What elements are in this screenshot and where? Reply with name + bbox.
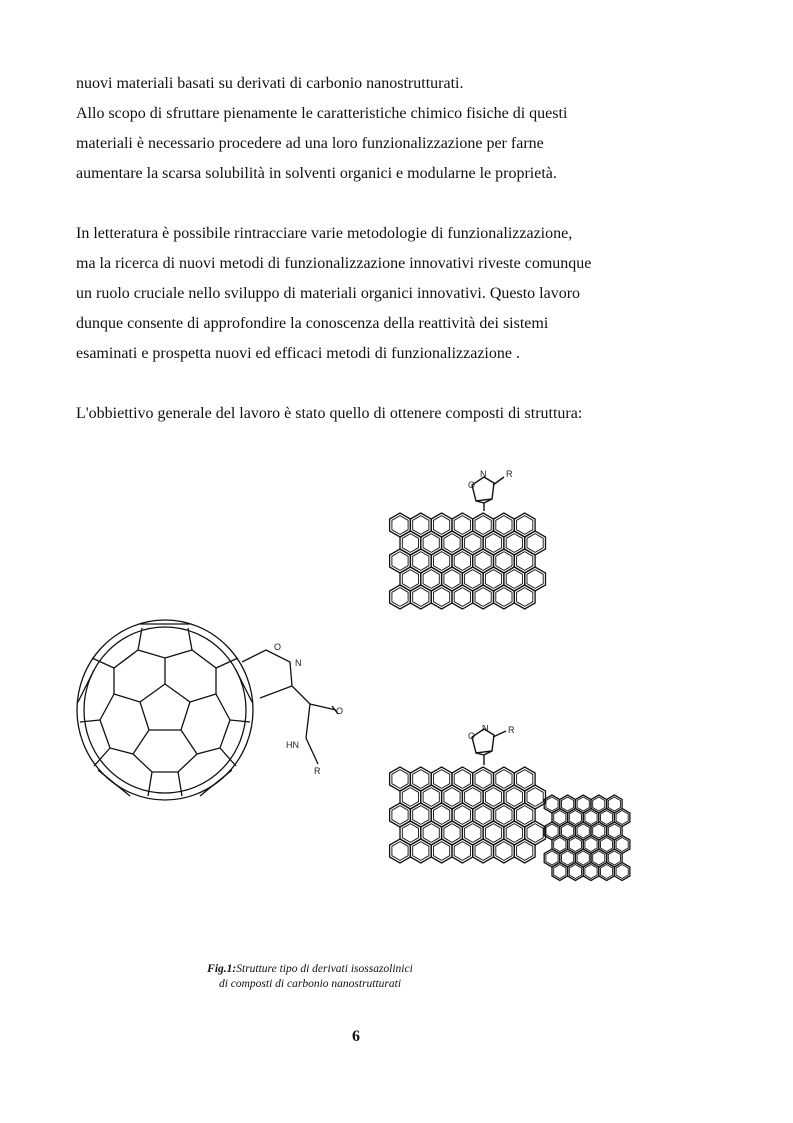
hexagon-ring xyxy=(431,839,452,863)
hexagon-ring xyxy=(527,788,543,807)
atom-label-o-bottom: O xyxy=(468,731,476,741)
hexagon-ring xyxy=(496,770,512,789)
hexagon-ring xyxy=(517,842,533,861)
hexagon-ring xyxy=(569,838,581,852)
hexagon-ring xyxy=(413,588,429,607)
hexagon-ring xyxy=(546,824,558,838)
hexagon-ring xyxy=(608,851,620,865)
hexagon-ring xyxy=(577,851,589,865)
hexagon-ring xyxy=(434,516,450,535)
hex-lattice-bottom xyxy=(390,767,546,863)
hexagon-ring xyxy=(506,570,522,589)
hex-lattice-top xyxy=(390,513,546,609)
caption-line-1: Strutture tipo di derivati isossazolinici xyxy=(236,963,413,975)
hexagon-ring xyxy=(452,839,473,863)
hexagon-ring xyxy=(554,811,566,825)
hexagon-ring xyxy=(475,806,491,825)
hexagon-ring xyxy=(496,516,512,535)
atom-label-r: R xyxy=(506,469,513,479)
fullerene-structure xyxy=(70,610,360,810)
hexagon-ring xyxy=(402,534,418,553)
hexagon-ring xyxy=(402,824,418,843)
hexagon-ring xyxy=(601,865,613,879)
hexagon-ring xyxy=(568,863,584,881)
hexagon-ring xyxy=(465,788,481,807)
hexagon-ring xyxy=(496,806,512,825)
hexagon-ring xyxy=(465,534,481,553)
hexagon-ring xyxy=(392,842,408,861)
hexagon-ring xyxy=(583,863,599,881)
hexagon-ring xyxy=(585,811,597,825)
hexagon-ring xyxy=(577,824,589,838)
hexagon-ring xyxy=(413,552,429,571)
hexagon-ring xyxy=(506,534,522,553)
hexagon-ring xyxy=(454,770,470,789)
hexagon-ring xyxy=(402,570,418,589)
hexagon-ring xyxy=(496,588,512,607)
hexagon-ring xyxy=(392,806,408,825)
hexagon-ring xyxy=(569,811,581,825)
hexagon-ring xyxy=(410,585,431,609)
hexagon-ring xyxy=(475,770,491,789)
hexagon-ring xyxy=(494,585,515,609)
hexagon-ring xyxy=(496,842,512,861)
hexagon-ring xyxy=(392,770,408,789)
hexagon-ring xyxy=(392,588,408,607)
text-line-6: ma la ricerca di nuovi metodi di funzionalizzazione innovativi riveste comunque xyxy=(76,255,592,272)
hexagon-ring xyxy=(593,824,605,838)
hexagon-ring xyxy=(485,788,501,807)
hexagon-ring xyxy=(413,516,429,535)
hexagon-ring xyxy=(413,770,429,789)
fullerene-label-o2: O xyxy=(336,706,344,716)
hexagon-ring xyxy=(392,552,408,571)
hexagon-ring xyxy=(562,824,574,838)
hexagon-ring xyxy=(527,534,543,553)
fullerene-label-n: N xyxy=(295,658,302,668)
caption-line-2: di composti di carbonio nanostrutturati xyxy=(218,978,402,990)
hexagon-ring xyxy=(423,824,439,843)
text-line-9: esaminati e prospetta nuovi ed efficaci metodi di funzionalizzazione . xyxy=(76,345,520,362)
hexagon-ring xyxy=(475,842,491,861)
hexagon-ring xyxy=(390,585,411,609)
fullerene-label-hn: HN xyxy=(286,740,299,750)
hexagon-ring xyxy=(608,824,620,838)
hexagon-ring xyxy=(434,806,450,825)
hexagon-ring xyxy=(506,824,522,843)
hexagon-ring xyxy=(485,824,501,843)
nanotube-structure-bottom xyxy=(380,725,640,895)
hexagon-ring xyxy=(585,838,597,852)
hexagon-ring xyxy=(496,552,512,571)
hexagon-ring xyxy=(434,842,450,861)
hexagon-ring xyxy=(452,585,473,609)
hexagon-ring xyxy=(577,797,589,811)
hexagon-ring xyxy=(554,838,566,852)
hexagon-ring xyxy=(434,588,450,607)
hexagon-ring xyxy=(413,842,429,861)
text-line-5: In letteratura è possibile rintracciare varie metodologie di funzionalizzazione, xyxy=(76,225,573,242)
hexagon-ring xyxy=(554,865,566,879)
hexagon-ring xyxy=(601,838,613,852)
hexagon-ring xyxy=(475,516,491,535)
hexagon-ring xyxy=(562,851,574,865)
hexagon-ring xyxy=(423,570,439,589)
hexagon-ring xyxy=(517,552,533,571)
atom-label-o: O xyxy=(468,480,476,490)
hexagon-ring xyxy=(454,552,470,571)
hex-lattice-side xyxy=(544,795,630,881)
fullerene-label-r: R xyxy=(314,766,321,776)
hexagon-ring xyxy=(569,865,581,879)
hexagon-ring xyxy=(494,839,515,863)
text-line-1: nuovi materiali basati su derivati di carbonio nanostrutturati. xyxy=(76,75,464,92)
figure-caption xyxy=(195,962,425,992)
hexagon-ring xyxy=(614,863,630,881)
hexagon-ring xyxy=(475,588,491,607)
text-line-3: materiali è necessario procedere ad una loro funzionalizzazione per farne xyxy=(76,135,544,152)
hexagon-ring xyxy=(593,797,605,811)
hexagon-ring xyxy=(475,552,491,571)
hexagon-ring xyxy=(552,863,568,881)
hexagon-ring xyxy=(454,588,470,607)
hexagon-ring xyxy=(514,839,535,863)
hexagon-ring xyxy=(546,797,558,811)
nanotube-structure-top xyxy=(380,455,570,640)
hexagon-ring xyxy=(454,806,470,825)
hexagon-ring xyxy=(527,570,543,589)
hexagon-ring xyxy=(616,865,628,879)
caption-label: Fig.1: xyxy=(207,963,237,975)
hexagon-ring xyxy=(506,788,522,807)
hexagon-ring xyxy=(390,839,411,863)
hexagon-ring xyxy=(444,788,460,807)
hexagon-ring xyxy=(444,534,460,553)
fullerene-label-o: O xyxy=(274,642,282,652)
hexagon-ring xyxy=(616,838,628,852)
hexagon-ring xyxy=(514,585,535,609)
hexagon-ring xyxy=(413,806,429,825)
hexagon-ring xyxy=(423,788,439,807)
hexagon-ring xyxy=(392,516,408,535)
hexagon-ring xyxy=(465,570,481,589)
hexagon-ring xyxy=(517,588,533,607)
text-line-10: L'obbiettivo generale del lavoro è stato quello di ottenere composti di struttura: xyxy=(76,405,583,422)
hexagon-ring xyxy=(473,585,494,609)
text-line-4: aumentare la scarsa solubilità in solventi organici e modularne le proprietà. xyxy=(76,165,557,182)
atom-label-n: N xyxy=(480,469,487,479)
hexagon-ring xyxy=(431,585,452,609)
hexagon-ring xyxy=(517,516,533,535)
hexagon-ring xyxy=(485,570,501,589)
hexagon-ring xyxy=(546,851,558,865)
hexagon-ring xyxy=(485,534,501,553)
hexagon-ring xyxy=(444,824,460,843)
text-line-8: dunque consente di approfondire la conoscenza della reattività dei sistemi xyxy=(76,315,549,332)
hexagon-ring xyxy=(473,839,494,863)
atom-label-n-bottom: N xyxy=(482,725,489,733)
text-line-7: un ruolo cruciale nello sviluppo di materiali organici innovativi. Questo lavoro xyxy=(76,285,581,302)
page-number: 6 xyxy=(352,1028,360,1045)
text-line-2: Allo scopo di sfruttare pienamente le caratteristiche chimico fisiche di questi xyxy=(76,105,568,122)
hexagon-ring xyxy=(402,788,418,807)
hexagon-ring xyxy=(527,824,543,843)
hexagon-ring xyxy=(465,824,481,843)
hexagon-ring xyxy=(562,797,574,811)
hexagon-ring xyxy=(608,797,620,811)
hexagon-ring xyxy=(410,839,431,863)
hexagon-ring xyxy=(454,842,470,861)
hexagon-ring xyxy=(599,863,615,881)
hexagon-ring xyxy=(601,811,613,825)
hexagon-ring xyxy=(585,865,597,879)
hexagon-ring xyxy=(517,770,533,789)
hexagon-ring xyxy=(423,534,439,553)
hexagon-ring xyxy=(434,552,450,571)
hexagon-ring xyxy=(444,570,460,589)
hexagon-ring xyxy=(434,770,450,789)
atom-label-r-bottom: R xyxy=(508,725,515,735)
hexagon-ring xyxy=(517,806,533,825)
hexagon-ring xyxy=(593,851,605,865)
hexagon-ring xyxy=(454,516,470,535)
hexagon-ring xyxy=(616,811,628,825)
